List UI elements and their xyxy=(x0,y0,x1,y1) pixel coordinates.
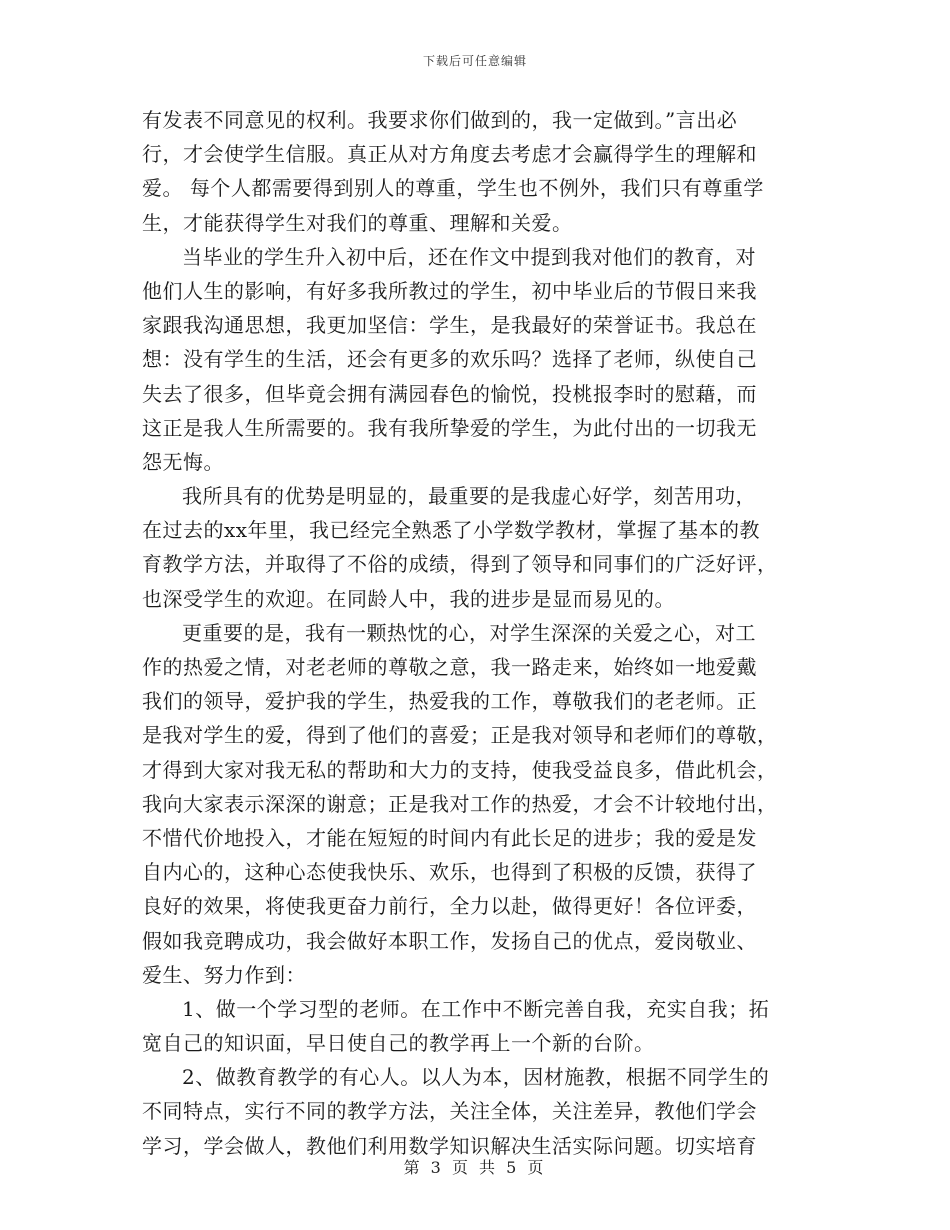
paragraph-first-line: 更重要的是，我有一颗热忱的心，对学生深深的关爱之心，对工 xyxy=(182,620,756,645)
text-line: 爱。 每个人都需要得到别人的尊重，学生也不例外，我们只有尊重学 xyxy=(142,176,764,201)
text-line: 有发表不同意见的权利。我要求你们做到的，我一定做到。”言出必 xyxy=(142,108,738,132)
text-line: 我们的领导，爱护我的学生，热爱我的工作，尊敬我们的老老师。正 xyxy=(142,689,757,714)
text-line: 才得到大家对我无私的帮助和大力的支持，使我受益良多，借此机会， xyxy=(142,757,778,782)
paragraph-first-line: 当毕业的学生升入初中后，还在作文中提到我对他们的教育，对 xyxy=(182,244,756,269)
text-line: 作的热爱之情，对老老师的尊敬之意，我一路走来，始终如一地爱戴 xyxy=(142,655,757,679)
text-line: 他们人生的影响，有好多我所教过的学生，初中毕业后的节假日来我 xyxy=(142,278,757,303)
text-line: 家跟我沟通思想，我更加坚信：学生，是我最好的荣誉证书。我总在 xyxy=(142,313,757,338)
document-body xyxy=(142,103,802,1163)
text-line: 自内心的，这种心态使我快乐、欢乐，也得到了积极的反馈，获得了 xyxy=(142,860,757,885)
paragraph-first-line: 1、做一个学习型的老师。在工作中不断完善自我，充实自我；拓 xyxy=(182,996,770,1021)
paragraph-first-line: 2、做教育教学的有心人。以人为本，因材施教，根据不同学生的 xyxy=(182,1065,770,1090)
page-header: 下载后可任意编辑 xyxy=(422,54,527,68)
text-line: 也深受学生的欢迎。在同龄人中，我的进步是显而易见的。 xyxy=(142,586,675,611)
text-line: 良好的效果，将使我更奋力前行，全力以赴，做得更好！各位评委， xyxy=(142,894,757,919)
text-line: 学习，学会做人，教他们利用数学知识解决生活实际问题。切实培育 xyxy=(142,1133,757,1158)
text-line: 不同特点，实行不同的教学方法，关注全体，关注差异，教他们学会 xyxy=(142,1099,757,1124)
paragraph-first-line: 我所具有的优势是明显的，最重要的是我虚心好学，刻苦用功， xyxy=(182,484,756,509)
text-line: 在过去的xx年里，我已经完全熟悉了小学数学教材，掌握了基本的教 xyxy=(142,518,761,543)
text-line: 生，才能获得学生对我们的尊重、理解和关爱。 xyxy=(142,210,573,235)
text-line: 想：没有学生的生活，还会有更多的欢乐吗？选择了老师，纵使自己 xyxy=(142,347,757,372)
text-line: 怨无悔。 xyxy=(142,449,224,474)
text-line: 是我对学生的爱，得到了他们的喜爱；正是我对领导和老师们的尊敬， xyxy=(142,723,778,748)
text-line: 爱生、努力作到： xyxy=(142,962,306,987)
page-number-footer: 第 3 页 共 5 页 xyxy=(403,1158,547,1177)
text-line: 行，才会使学生信服。真正从对方角度去考虑才会赢得学生的理解和 xyxy=(142,142,757,167)
text-line: 这正是我人生所需要的。我有我所挚爱的学生，为此付出的一切我无 xyxy=(142,415,757,440)
text-line: 育教学方法，并取得了不俗的成绩，得到了领导和同事们的广泛好评， xyxy=(142,552,778,577)
text-line: 我向大家表示深深的谢意；正是我对工作的热爱，才会不计较地付出， xyxy=(142,791,778,816)
text-line: 假如我竞聘成功，我会做好本职工作，发扬自己的优点，爱岗敬业、 xyxy=(142,928,757,953)
text-line: 失去了很多，但毕竟会拥有满园春色的愉悦，投桃报李时的慰藉，而 xyxy=(142,381,757,406)
text-line: 宽自己的知识面，早日使自己的教学再上一个新的台阶。 xyxy=(142,1031,655,1056)
text-line: 不惜代价地投入，才能在短短的时间内有此长足的进步；我的爱是发 xyxy=(142,825,757,850)
